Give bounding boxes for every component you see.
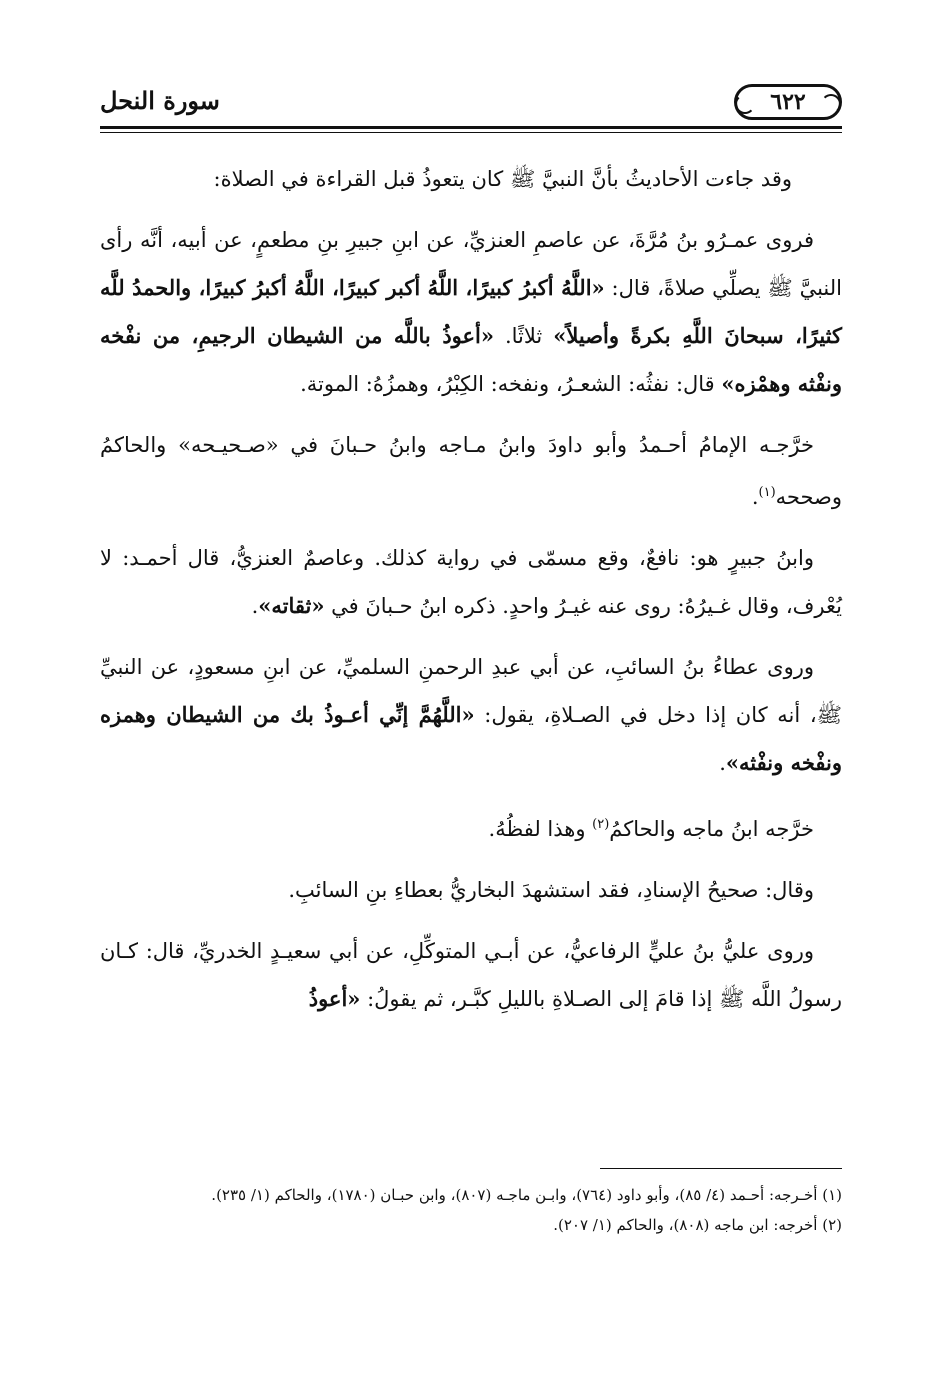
- quoted-text: «أعوذُ: [308, 986, 361, 1011]
- text-run: .: [751, 485, 759, 509]
- text-run: وقد جاءت الأحاديثُ بأنَّ النبيَّ ﷺ كان يتعوذُ قبل القراءة في الصلاة:: [213, 167, 792, 191]
- text-run: وروى عطاءُ بنُ السائبِ، عن أبي عبدِ الرحمنِ السلميِّ، عن ابنِ مسعودٍ، عن النبيِّ ﷺ، أنه كان إذا دخل في الصـلاةِ، يقول:: [100, 655, 842, 727]
- footnote: (١) أخـرجه: أحـمد (٤/ ٨٥)، وأبو داود (٧٦٤)، وابـن ماجـه (٨٠٧)، وابن حبـان (١٧٨٠)، والحاكم (١/ ٢٣٥).: [211, 1186, 842, 1204]
- page-header: [100, 84, 842, 134]
- footnote-marker: (٢): [592, 817, 610, 832]
- paragraph: [100, 644, 842, 787]
- text-run: وهذا لفظُهُ.: [488, 817, 593, 841]
- page-body: [100, 156, 842, 1037]
- quoted-text: «أعوذُ باللَّه من الشيطان الرجيمِ، من نفْخه ونفْثه وهمْزه»: [100, 323, 842, 396]
- quoted-text: «اللَّهُ أكبرُ كبيرًا، اللَّهُ أكبر كبيرًا، اللَّهُ أكبرُ كبيرًا، والحمدُ للَّه كثيرًا، سبحانَ اللَّهِ بكرةً وأصيلاً»: [100, 275, 842, 348]
- text-run: وقال: صحيحُ الإسنادِ، فقد استشهدَ البخاريُّ بعطاءِ بنِ السائبِ.: [288, 878, 814, 902]
- footnotes: [100, 1180, 842, 1240]
- footnote-separator: [600, 1168, 842, 1169]
- surah-title: سورة النحل: [100, 86, 220, 115]
- paragraph: [100, 217, 842, 408]
- paragraph: [100, 928, 842, 1023]
- paragraph: [100, 156, 842, 203]
- text-run: .: [719, 751, 726, 775]
- quoted-text: «ثقاته»: [258, 593, 325, 618]
- paragraph: [100, 801, 842, 853]
- paragraph: [100, 422, 842, 521]
- text-run: قال: نفثُه: الشعـرُ، ونفخه: الكِبْرُ، وهمزُهُ: الموتة.: [300, 372, 722, 396]
- quoted-text: «اللَّهُمَّ إنِّي أعـوذُ بك من الشيطان وهمزه ونفْخه ونفْثه»: [100, 702, 842, 775]
- text-run: خرَّجه ابنُ ماجه والحاكمُ: [609, 817, 814, 841]
- text-run: .: [251, 594, 259, 618]
- paragraph: [100, 535, 842, 630]
- header-rule-thin: [100, 132, 842, 133]
- footnote-marker: (١): [758, 485, 776, 500]
- text-run: وابنُ جبيرٍ هو: نافعٌ، وقع مسمّى في رواية كذلك. وعاصمٌ العنزيُّ، قال أحمـد: لا يُعْرف، وقال غـيرُهُ: روى عنه غيـرُ واحدٍ. ذكره ابنُ حـبانَ في: [100, 546, 842, 618]
- header-rule: [100, 126, 842, 129]
- footnote: (٢) أخرجه: ابن ماجه (٨٠٨)، والحاكم (١/ ٢٠٧).: [553, 1216, 842, 1234]
- page-number: ٦٢٢: [734, 84, 842, 120]
- paragraph: [100, 867, 842, 914]
- text-run: فروى عمـرُو بنُ مُرَّةَ، عن عاصمِ العنزيِّ، عن ابنِ جبيرِ بنِ مطعمٍ، عن أبيه، أنَّه رأى النبيَّ ﷺ يصلِّي صلاةً، قال:: [100, 228, 843, 300]
- text-run: ثلاثًا.: [494, 324, 554, 348]
- text-run: وروى عليُّ بنُ عليٍّ الرفاعيُّ، عن أبـي المتوكِّلِ، عن أبي سعيـدٍ الخدريِّ، قال: كـان رسولُ اللَّه ﷺ إذا قامَ إلى الصـلاةِ بالليلِ كبَّـر، ثم يقولُ:: [100, 939, 842, 1011]
- text-run: خرَّجـه الإمامُ أحـمدُ وأبو داودَ وابنُ مـاجه وابنُ حـبانَ في «صـحيـحه» والحاكمُ وصححه: [100, 433, 842, 509]
